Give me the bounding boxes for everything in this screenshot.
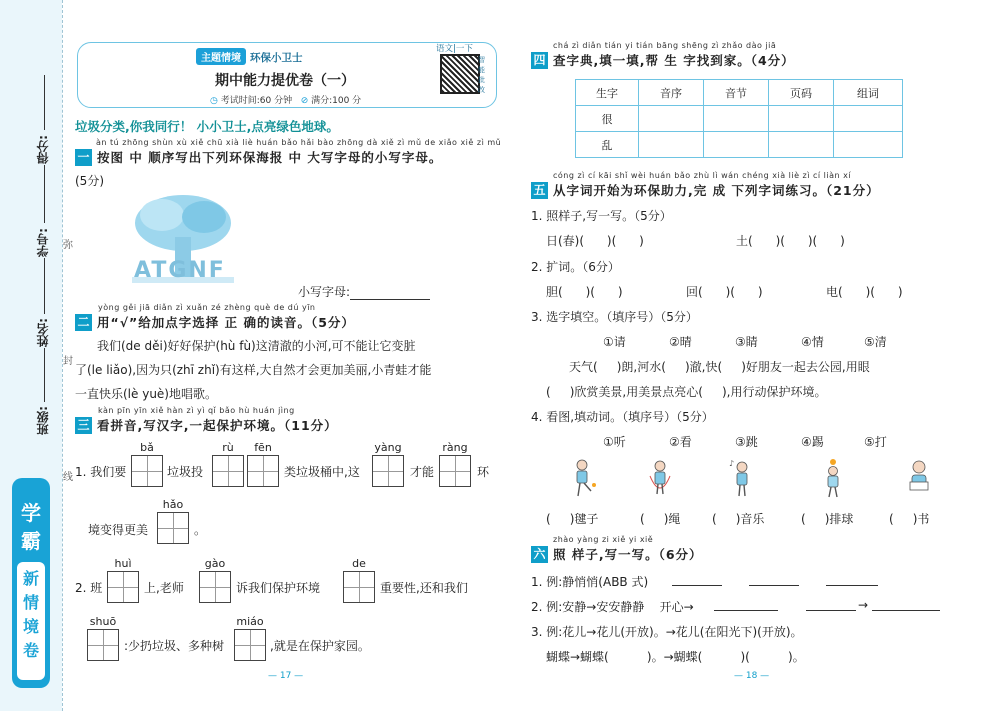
qr-code-icon[interactable] xyxy=(440,54,480,94)
sec1-answer xyxy=(298,283,430,300)
student-id-line xyxy=(44,165,45,223)
sec5-title: 从字词开始为环保助力,完 成 下列字词练习。（21分） xyxy=(553,183,880,198)
q1-text-2: 垃圾投 xyxy=(167,465,204,479)
volleyball-image xyxy=(818,458,848,498)
sec3-heading xyxy=(75,415,338,434)
tianzi-cell[interactable] xyxy=(212,455,244,487)
class-label: 班级: xyxy=(36,406,50,435)
sec2-title: 用“√”给加点字选择 正 确的读音。（5分） xyxy=(97,315,355,330)
q3-option: ③睛 xyxy=(735,335,758,349)
sec4-title: 查字典,填一填,帮 生 字找到家。（4分） xyxy=(553,53,795,68)
tianzi-cell[interactable] xyxy=(343,571,375,603)
q4-answer[interactable]: ( )书 xyxy=(889,512,930,526)
sec6-title: 照 样子,写一写。（6分） xyxy=(553,547,703,562)
tianzi-cell[interactable] xyxy=(107,571,139,603)
poster-watermark: ATGNF xyxy=(134,258,226,283)
q3-option: ④情 xyxy=(801,335,824,349)
svg-text:霸: 霸 xyxy=(21,529,41,553)
svg-text:新: 新 xyxy=(22,569,40,588)
tz-pinyin-11: miáo xyxy=(236,615,264,628)
sec6-heading xyxy=(531,544,703,563)
table-cell-blank[interactable] xyxy=(834,132,903,158)
sec1-number: 一 xyxy=(75,149,92,166)
q2-text-5: :少扔垃圾、多种树 xyxy=(124,639,225,653)
sec5-q1: 1. 照样子,写一写。（5分） xyxy=(531,209,672,223)
table-header: 音序 xyxy=(639,80,704,106)
sec3-number: 三 xyxy=(75,417,92,434)
sec2-line2: 了(le liǎo),因为只(zhī zhǐ)有这样,大自然才会更加美丽,小青蛙才能 xyxy=(75,363,432,377)
sec5-heading xyxy=(531,180,880,199)
tz-pinyin-6: hǎo xyxy=(162,498,184,511)
tz-pinyin-4: yàng xyxy=(374,441,402,454)
svg-text:♪: ♪ xyxy=(729,459,735,468)
q4-option: ②看 xyxy=(669,435,692,449)
q4-option: ①听 xyxy=(603,435,626,449)
sec5-q3: 3. 选字填空。（填序号）（5分） xyxy=(531,310,698,324)
sec4-heading xyxy=(531,50,795,69)
svg-text:境: 境 xyxy=(22,617,40,636)
tianzi-cell[interactable] xyxy=(439,455,471,487)
tz-pinyin-3: fēn xyxy=(254,441,272,454)
student-id-label: 学号: xyxy=(36,228,50,257)
sec3-pinyin: kàn pīn yīn xiě hàn zì yì qǐ bǎo hù huán jìng xyxy=(98,406,295,415)
table-header: 组词 xyxy=(834,80,903,106)
exam-score: 满分:100 分 xyxy=(311,96,362,106)
sec5-q2-item[interactable]: 回( )( ) xyxy=(686,285,763,299)
sec5-number: 五 xyxy=(531,182,548,199)
exam-info xyxy=(210,93,361,106)
answer-line[interactable] xyxy=(749,585,799,586)
tz-pinyin-2: rù xyxy=(222,441,234,454)
table-header: 生字 xyxy=(576,80,639,106)
sec6-q2: 2. 例:安静→安安静静 开心→ xyxy=(531,600,694,614)
tz-pinyin-10: shuō xyxy=(89,615,117,628)
tianzi-cell[interactable] xyxy=(247,455,279,487)
q1-text-6: 境变得更美 xyxy=(88,523,149,537)
sec1-heading xyxy=(75,147,442,166)
tz-pinyin-1: bǎ xyxy=(140,441,154,454)
subject-label: 语文|一下 xyxy=(436,44,473,54)
table-cell-blank[interactable] xyxy=(769,106,834,132)
page-number-right: — 18 — xyxy=(734,671,770,681)
sec5-q2-item[interactable]: 电( )( ) xyxy=(826,285,903,299)
sec6-q3-line[interactable]: 蝴蝶→蝴蝶( )。→蝴蝶( )( )。 xyxy=(546,650,805,664)
table-cell-blank[interactable] xyxy=(639,106,704,132)
q4-answer[interactable]: ( )排球 xyxy=(801,512,854,526)
sec1-answer-label: 小写字母: xyxy=(298,285,351,299)
tianzi-cell[interactable] xyxy=(234,629,266,661)
sec6-number: 六 xyxy=(531,546,548,563)
dictionary-table xyxy=(575,79,903,158)
name-line xyxy=(44,258,45,314)
tz-pinyin-8: gào xyxy=(204,557,226,570)
intro-text: 垃圾分类,你我同行！ 小小卫士,点亮绿色地球。 xyxy=(75,119,339,134)
brand-logo xyxy=(8,478,54,688)
table-row xyxy=(576,132,903,158)
answer-line[interactable] xyxy=(806,610,856,611)
table-cell-blank[interactable] xyxy=(704,132,769,158)
tianzi-cell[interactable] xyxy=(199,571,231,603)
q4-answer[interactable]: ( )毽子 xyxy=(546,512,599,526)
sec2-number: 二 xyxy=(75,314,92,331)
tianzi-cell[interactable] xyxy=(87,629,119,661)
answer-line[interactable] xyxy=(826,585,878,586)
score-label: 得分: xyxy=(36,135,50,164)
sec5-pinyin: cóng zì cí kāi shǐ wèi huán bǎo zhù lì wán chéng xià liè zì cí liàn xí xyxy=(553,171,852,180)
tianzi-cell[interactable] xyxy=(131,455,163,487)
answer-line[interactable] xyxy=(672,585,722,586)
q4-option: ⑤打 xyxy=(864,435,887,449)
table-cell-blank[interactable] xyxy=(834,106,903,132)
class-line xyxy=(44,348,45,402)
sec6-q3: 3. 例:花儿→花儿(开放)。→花儿(在阳光下)(开放)。 xyxy=(531,625,803,639)
sec1-title: 按图 中 顺序写出下列环保海报 中 大写字母的小写字母。 xyxy=(97,150,443,165)
table-header-row xyxy=(576,80,903,106)
jump-rope-image xyxy=(645,458,675,498)
q2-text-2: 上,老师 xyxy=(144,581,184,595)
sec5-q1-line-a[interactable]: 日(春)( )( ) xyxy=(546,234,644,248)
sec5-q2-item[interactable]: 胆( )( ) xyxy=(546,285,623,299)
sec5-q3-line1[interactable]: 天气( )朗,河水( )澈,快( )好朋友一起去公园,用眼 xyxy=(569,360,870,374)
table-cell-blank[interactable] xyxy=(704,106,769,132)
q1-text-3: 类垃圾桶中,这 xyxy=(284,465,360,479)
table-cell-blank[interactable] xyxy=(769,132,834,158)
sec6-q1: 1. 例:静悄悄(ABB 式) xyxy=(531,575,649,589)
score-line xyxy=(44,75,45,130)
q2-text-1: 2. 班 xyxy=(75,581,103,595)
q4-answer[interactable]: ( )绳 xyxy=(640,512,681,526)
sec2-pinyin: yòng gěi jiā diǎn zì xuǎn zé zhèng què de dú yīn xyxy=(98,303,316,312)
q1-text-7: 。 xyxy=(194,523,207,537)
seal-char-3: 线 xyxy=(63,472,73,483)
sec6-pinyin: zhào yàng zi xiě yi xiě xyxy=(553,535,654,544)
sec2-line3: 一直快乐(lè yuè)地唱歌。 xyxy=(75,387,217,401)
q3-option: ①请 xyxy=(603,335,626,349)
q3-option: ⑤清 xyxy=(864,335,887,349)
sec1-answer-blank[interactable] xyxy=(350,285,430,300)
table-cell-char: 很 xyxy=(576,106,639,132)
q2-text-6: ,就是在保护家园。 xyxy=(270,639,370,653)
theme-name: 环保小卫士 xyxy=(250,52,303,64)
table-cell-blank[interactable] xyxy=(639,132,704,158)
tianzi-cell[interactable] xyxy=(372,455,404,487)
q2-text-3: 诉我们保护环境 xyxy=(236,581,321,595)
name-label: 姓名: xyxy=(36,318,50,347)
tianzi-cell[interactable] xyxy=(157,512,189,544)
q1-text-4: 才能 xyxy=(410,465,435,479)
svg-text:卷: 卷 xyxy=(22,641,40,660)
sec4-number: 四 xyxy=(531,52,548,69)
q3-option: ②晴 xyxy=(669,335,692,349)
page-title: 期中能力提优卷（一） xyxy=(215,73,355,89)
seal-char-1: 弥 xyxy=(63,240,73,251)
svg-text:情: 情 xyxy=(22,593,40,612)
tz-pinyin-9: de xyxy=(352,557,366,570)
answer-line[interactable] xyxy=(714,610,778,611)
q4-option: ④踢 xyxy=(801,435,824,449)
sec5-q4: 4. 看图,填动词。（填序号）（5分） xyxy=(531,410,714,424)
clock-icon: ◷ xyxy=(210,96,218,106)
svg-text:学: 学 xyxy=(21,501,41,525)
q1-text-5: 环 xyxy=(477,465,490,479)
q4-option: ③跳 xyxy=(735,435,758,449)
theme-tag: 主题情境 xyxy=(196,48,246,65)
sec1-pinyin: àn tú zhōng shùn xù xiě chū xià liè huán bǎo hǎi bào zhōng dà xiě zì mǔ de xiǎo xiě zì mǔ xyxy=(96,138,502,147)
q1-text-1: 1. 我们要 xyxy=(75,465,127,479)
sec4-pinyin: chá zì diǎn tián yi tián bāng shēng zì zhǎo dào jiā xyxy=(553,41,777,50)
q4-answer[interactable]: ( )音乐 xyxy=(712,512,765,526)
sec3-title: 看拼音,写汉字,一起保护环境。（11分） xyxy=(97,418,338,433)
arrow-icon: → xyxy=(858,598,869,612)
sec2-heading xyxy=(75,312,355,331)
exam-time: 考试时间:60 分钟 xyxy=(220,96,293,106)
header-tag-row xyxy=(196,46,303,62)
listen-music-image xyxy=(727,458,757,498)
sec5-q2: 2. 扩词。（6分） xyxy=(531,260,620,274)
table-cell-char: 乱 xyxy=(576,132,639,158)
tz-pinyin-7: huì xyxy=(114,557,132,570)
table-row xyxy=(576,106,903,132)
sec5-q3-line2[interactable]: ( )欣赏美景,用美景点亮心( ),用行动保护环境。 xyxy=(546,385,827,399)
kick-shuttlecock-image xyxy=(567,458,597,498)
table-header: 音节 xyxy=(704,80,769,106)
sec1-score: (5分) xyxy=(75,174,104,188)
sec5-q1-line-b[interactable]: 土( )( )( ) xyxy=(736,234,845,248)
page-number-left: — 17 — xyxy=(268,671,304,681)
read-book-image xyxy=(904,458,934,498)
tz-pinyin-5: ràng xyxy=(442,441,468,454)
qr-note: 智能批改 xyxy=(478,56,485,94)
seal-char-2: 封 xyxy=(63,356,73,367)
q2-text-4: 重要性,还和我们 xyxy=(380,581,468,595)
answer-line[interactable] xyxy=(872,610,940,611)
table-header: 页码 xyxy=(769,80,834,106)
sec2-line1: 我们(de děi)好好保护(hù fù)这清澈的小河,可不能让它变脏 xyxy=(97,339,416,353)
check-icon: ⊘ xyxy=(300,96,309,106)
